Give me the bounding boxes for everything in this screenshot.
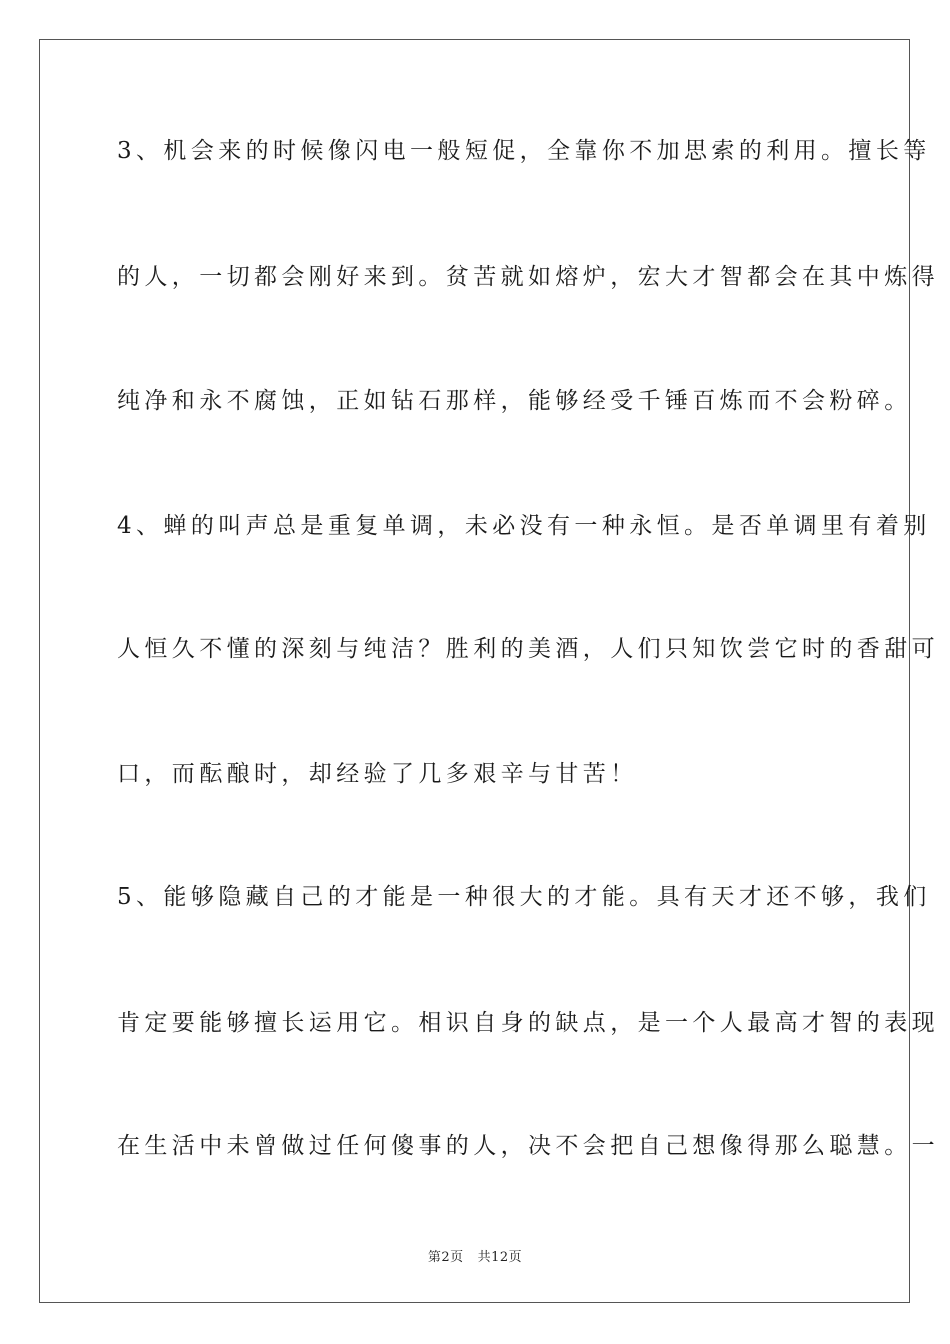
text-line-2: 的人，一切都会刚好来到。贫苦就如熔炉，宏大才智都会在其中炼得 [117,264,939,290]
page-footer [0,1246,950,1265]
text-line-5: 人恒久不懂的深刻与纯洁？胜利的美酒，人们只知饮尝它时的香甜可 [117,636,939,662]
text-line-4: 4、蝉的叫声总是重复单调，未必没有一种永恒。是否单调里有着别 [117,513,931,539]
page-border [39,39,939,1303]
page-number: 第2页 [427,1250,464,1265]
text-line-9: 在生活中未曾做过任何傻事的人，决不会把自己想像得那么聪慧。一 [117,1133,939,1159]
text-line-6: 口，而酝酿时，却经验了几多艰辛与甘苦！ [117,761,638,787]
text-line-3: 纯净和永不腐蚀，正如钻石那样，能够经受千锤百炼而不会粉碎。 [117,388,912,414]
page-total: 共12页 [477,1250,523,1265]
text-line-8: 肯定要能够擅长运用它。相识自身的缺点，是一个人最高才智的表现 [117,1010,939,1036]
text-line-7: 5、能够隐藏自己的才能是一种很大的才能。具有天才还不够，我们 [117,884,931,910]
text-line-1: 3、机会来的时候像闪电一般短促，全靠你不加思索的利用。擅长等 [117,138,931,164]
